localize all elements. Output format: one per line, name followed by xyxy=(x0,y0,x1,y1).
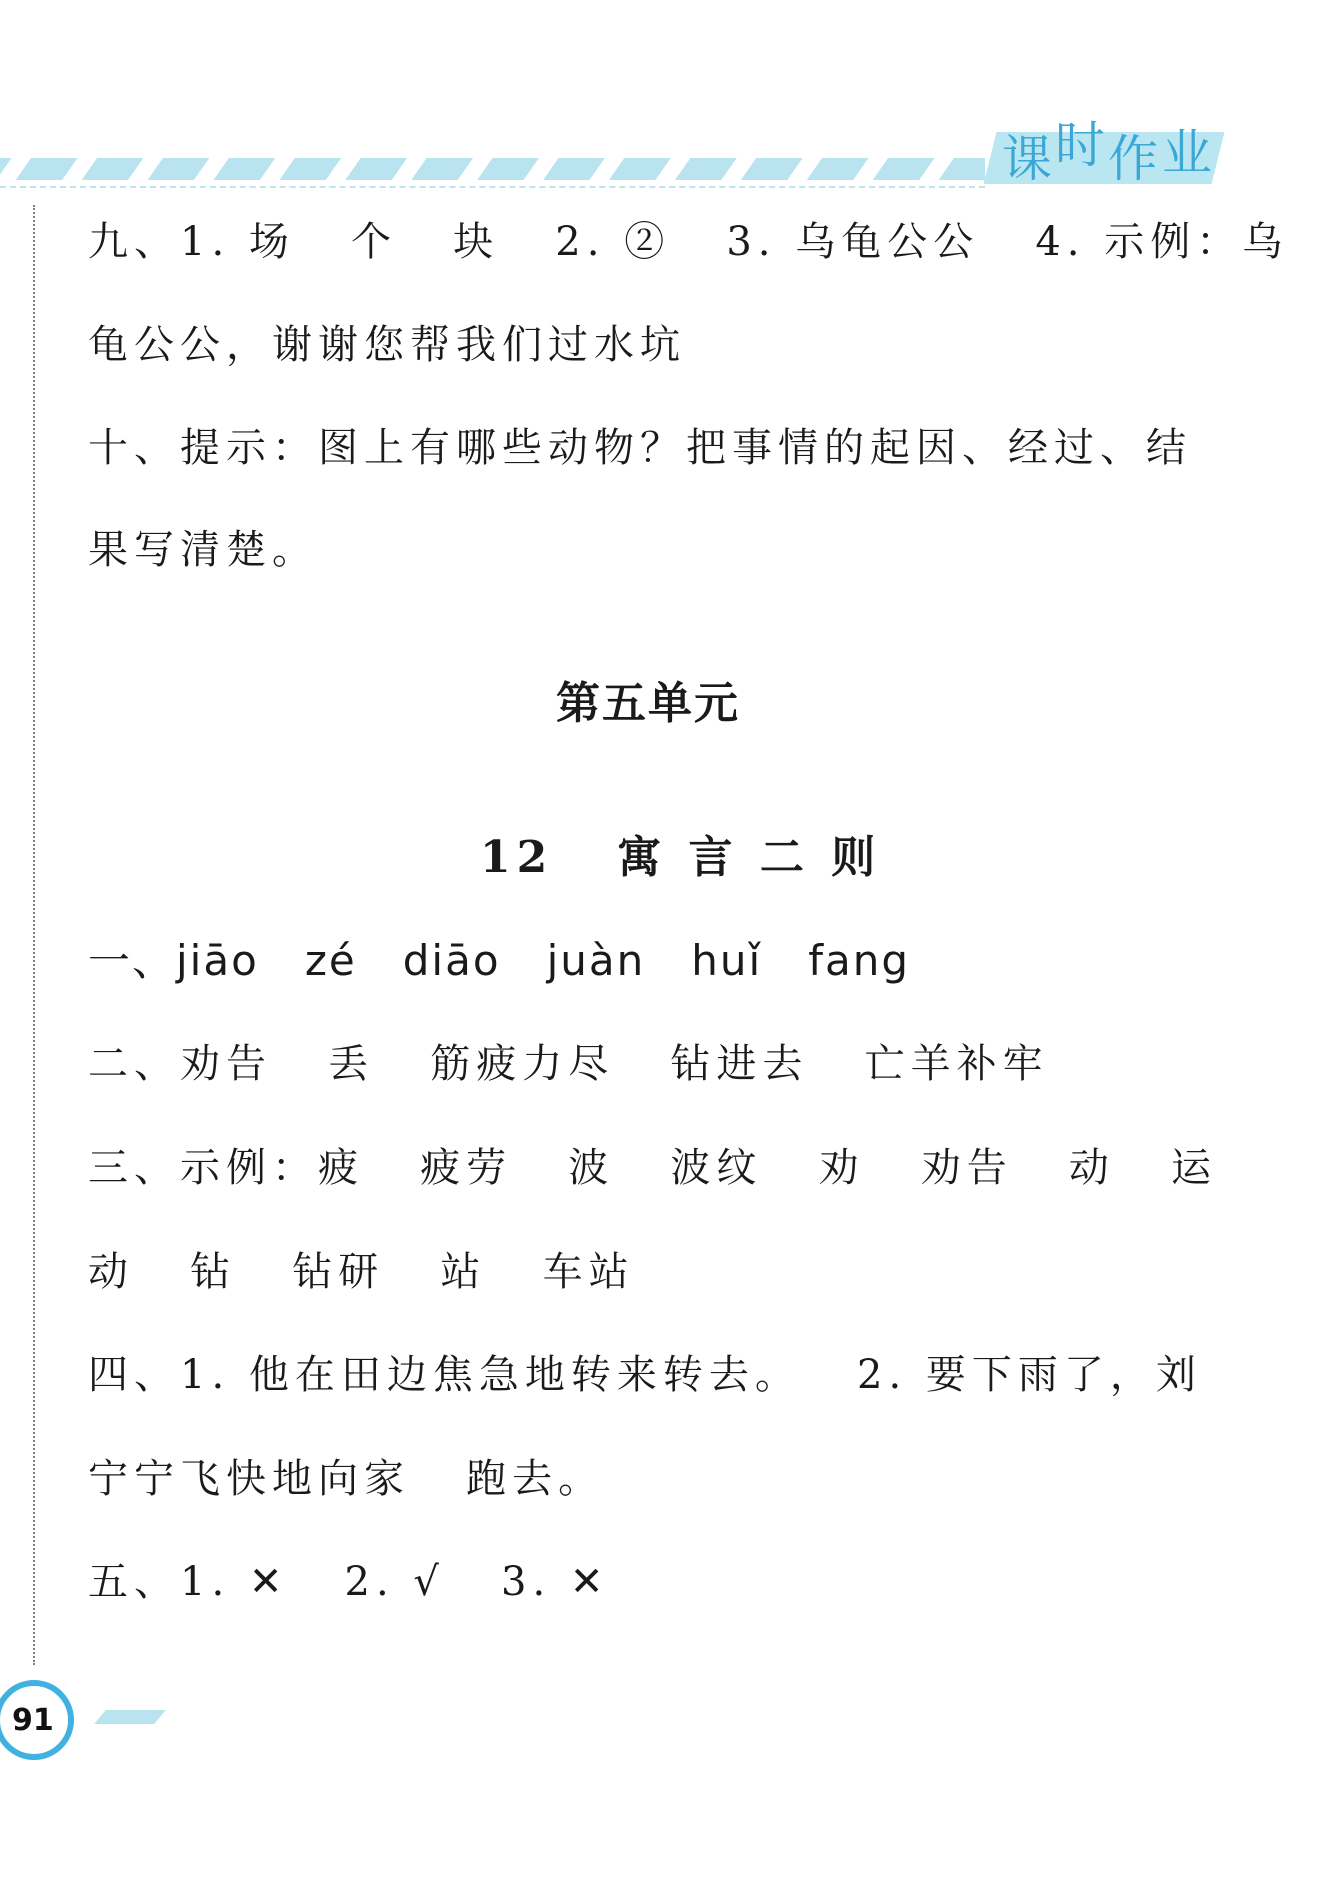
brand-char-3: 作 xyxy=(1108,130,1158,188)
unit-title: 第五单元 xyxy=(556,678,740,729)
brand-char-1: 课 xyxy=(1002,130,1052,188)
answer-nine-line-1: 九、1. 场 个 块 2. ② 3. 乌龟公公 4. 示例：乌 xyxy=(88,219,1289,265)
answer-two: 二、劝告 丢 筋疲力尽 钻进去 亡羊补牢 xyxy=(88,1041,1049,1087)
brand-char-4: 业 xyxy=(1162,124,1212,182)
header-decorative-stripe xyxy=(0,158,985,180)
page-number: 91 xyxy=(12,1702,54,1738)
header-dashed-line xyxy=(0,186,985,188)
answer-ten-line-1: 十、提示：图上有哪些动物？把事情的起因、经过、结 xyxy=(88,425,1192,471)
answer-four-line-2: 宁宁飞快地向家 跑去。 xyxy=(88,1456,605,1502)
page-number-badge xyxy=(0,1680,74,1760)
margin-dotted-rule xyxy=(33,205,35,1665)
answer-one-pinyin: 一、jiāo zé diāo juàn huǐ fang xyxy=(88,936,911,985)
answer-three-line-2: 动 钻 钻研 站 车站 xyxy=(88,1249,635,1295)
brand-logo xyxy=(990,116,1220,188)
answer-ten-line-2: 果写清楚。 xyxy=(88,527,318,573)
answer-three-line-1: 三、示例：疲 疲劳 波 波纹 劝 劝告 动 运 xyxy=(88,1145,1218,1191)
lesson-title: 12 寓 言 二 则 xyxy=(480,832,882,883)
answer-nine-line-2: 龟公公，谢谢您帮我们过水坑 xyxy=(88,322,686,368)
brand-char-2: 时 xyxy=(1055,116,1105,174)
answer-four-line-1: 四、1. 他在田边焦急地转来转去。 2. 要下雨了，刘 xyxy=(88,1352,1202,1398)
footer-decorative-stripe xyxy=(94,1710,166,1724)
answer-five: 五、1. ✕ 2. √ 3. ✕ xyxy=(88,1559,610,1605)
